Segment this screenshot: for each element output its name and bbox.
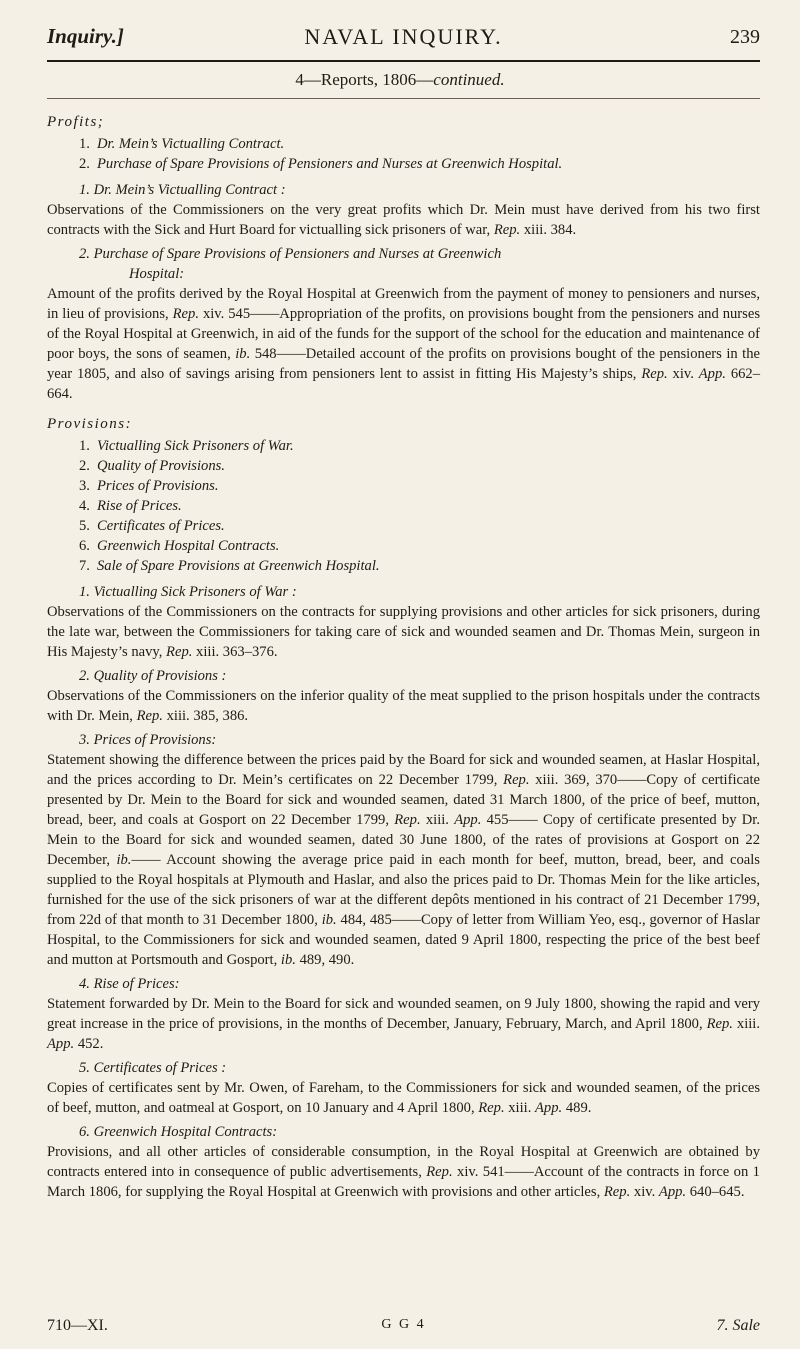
list-item: 7. Sale of Spare Provisions at Greenwich Hospital. <box>79 558 380 574</box>
subheading: 1. Dr. Mein’s Victualling Contract : <box>79 182 286 198</box>
list-item: 4. Rise of Prices. <box>79 498 182 514</box>
paragraph: Amount of the profits derived by the Royal Hospital at Greenwich from the payment of money to pensioners and nurses, in lieu of provisions, Rep. xiv. 545——Appropriation of the profits, on provisions bought from the pensioners and nurses of the Royal Hospital at Greenwich, in aid of the funds for the support of the school for the education and maintenance of poor boys, the sons of seamen, ib. 548——Detailed account of the profits on provisions bought of the pensioners in the year 1805, and also of savings arising from pensioners lent to assist in fitting His Majesty’s ships, Rep. xiv. App. 662–664. <box>47 286 760 402</box>
section-heading-provisions: Provisions: <box>47 416 133 432</box>
paragraph: Statement forwarded by Dr. Mein to the Board for sick and wounded seamen, on 9 July 1800, showing the rapid and very great increase in the price of provisions, in the months of December, January, February, March, and April 1800, Rep. xiii. App. 452. <box>47 996 761 1052</box>
page-number: 239 <box>730 26 760 48</box>
section-heading-profits: Profits; <box>47 114 105 130</box>
paragraph: Observations of the Commissioners on the very great profits which Dr. Mein must have derived from his two first contracts with the Sick and Hurt Board for victualling sick prisoners of war, Rep. xiii. 384. <box>47 202 760 238</box>
profits-list <box>47 134 760 174</box>
paragraph: Observations of the Commissioners on the inferior quality of the meat supplied to the prison hospitals under the contracts with Dr. Mein, Rep. xiii. 385, 386. <box>47 688 760 724</box>
footer-signature: G G 4 <box>381 1317 426 1332</box>
subheading: 4. Rise of Prices: <box>79 976 180 992</box>
list-item: 5. Certificates of Prices. <box>79 518 225 534</box>
page-title: NAVAL INQUIRY. <box>304 24 503 49</box>
paragraph: Observations of the Commissioners on the contracts for supplying provisions and other articles for sick prisoners, during the late war, between the Commissioners for taking care of sick and wounded seamen and Dr. Thomas Mein, surgeon in His Majesty’s navy, Rep. xiii. 363–376. <box>47 604 760 660</box>
subtitle-italic: continued. <box>433 70 505 89</box>
provisions-list <box>47 436 760 576</box>
list-item: 3. Prices of Provisions. <box>79 478 219 494</box>
list-item: 2. Purchase of Spare Provisions of Pensioners and Nurses at Greenwich Hospital. <box>79 156 563 172</box>
subtitle-main: 4—Reports, 1806— <box>295 70 434 89</box>
list-item: 6. Greenwich Hospital Contracts. <box>79 538 280 554</box>
footer-catchword: 7. Sale <box>716 1317 760 1334</box>
footer-volume-ref: 710—XI. <box>47 1317 108 1334</box>
subtitle <box>0 70 800 90</box>
list-item: 2. Quality of Provisions. <box>79 458 225 474</box>
paragraph: Provisions, and all other articles of considerable consumption, in the Royal Hospital at Greenwich are obtained by contracts entered into in consequence of public advertisements, Rep. xiv. 541——Account of the contracts in force on 1 March 1806, for supplying the Royal Hospital at Greenwich with provisions and other articles, Rep. xiv. App. 640–645. <box>47 1144 760 1200</box>
paragraph: Copies of certificates sent by Mr. Owen, of Fareham, to the Commissioners for sick and wounded seamen, of the prices of beef, mutton, and oatmeal at Gosport, on 10 January and 4 April 1800, Rep. xiii. App. 489. <box>47 1080 760 1116</box>
header-rule <box>47 60 760 62</box>
subheading: 2. Quality of Provisions : <box>79 668 227 684</box>
subheading: 6. Greenwich Hospital Contracts: <box>79 1124 278 1140</box>
subheading: 3. Prices of Provisions: <box>79 732 217 748</box>
paragraph: Statement showing the difference between the prices paid by the Board for sick and wounded seamen, at Haslar Hospital, and the prices according to Dr. Mein’s certificates on 22 December 1799, Rep. xiii. 369, 370——Copy of certificate presented by Dr. Mein to the Board for sick and wounded seamen, dated 31 March 1800, of the price of beef, mutton, bread, beer, and coals at Gosport on 22 December 1799, Rep. xiii. App. 455—— Copy of certificate presented by Dr. Mein to the Board for sick and wounded seamen, dated 30 June 1800, of the rates of provisions at Gosport on 22 December, ib.—— Account showing the average price paid in each month for beef, mutton, bread, beer, and coals supplied to the Royal hospitals at Plymouth and Haslar, and also the prices paid to Dr. Thomas Mein for the like articles, furnished for the use of the sick prisoners of war at the different depôts mentioned in his contract of 21 December 1799, from 22d of that month to 31 December 1800, ib. 484, 485——Copy of letter from William Yeo, esq., governor of Haslar Hospital, to the Commissioners for sick and wounded seamen, dated 9 April 1800, respecting the price of the best beef and mutton at Portsmouth and Gosport, ib. 489, 490. <box>47 752 761 968</box>
subheading: 1. Victualling Sick Prisoners of War : <box>79 584 297 600</box>
header-section-label: Inquiry.] <box>47 24 124 48</box>
list-item: 1. Dr. Mein’s Victualling Contract. <box>79 136 285 152</box>
list-item: 1. Victualling Sick Prisoners of War. <box>79 438 294 454</box>
running-header <box>47 18 760 58</box>
subheading: 5. Certificates of Prices : <box>79 1060 227 1076</box>
subheading: 2. Purchase of Spare Provisions of Pensioners and Nurses at Greenwich Hospital: <box>79 246 502 282</box>
page-footer <box>47 1317 760 1341</box>
main-content <box>47 106 760 1202</box>
subtitle-rule <box>47 98 760 99</box>
